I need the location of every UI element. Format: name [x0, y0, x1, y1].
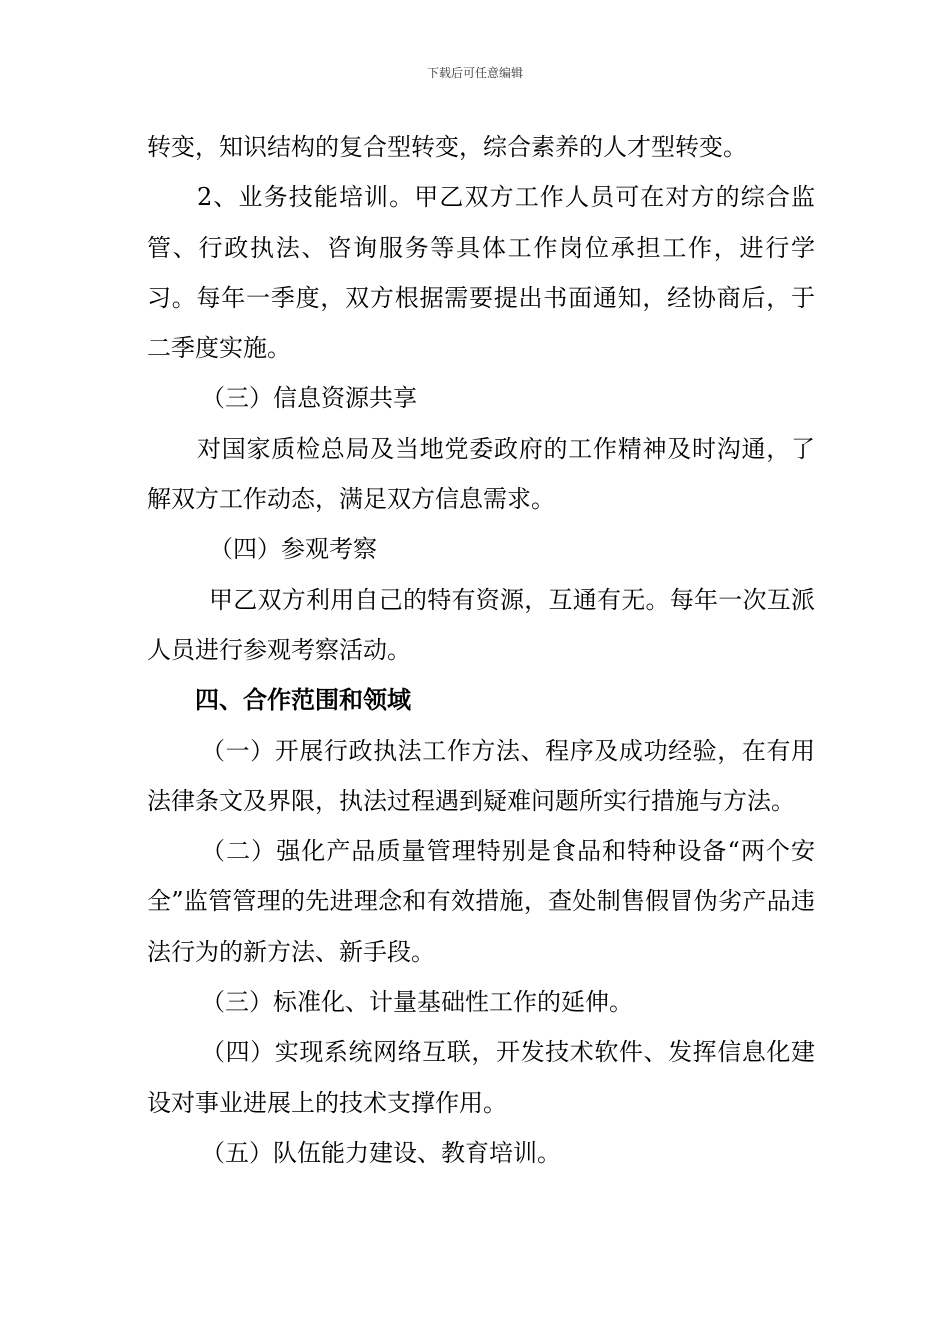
subheading-visit: （四）参观考察 — [209, 535, 377, 564]
page-header: 下载后可任意编辑 — [426, 66, 523, 80]
paragraph-info-sharing: 对国家质检总局及当地党委政府的工作精神及时沟通，了解双方工作动态，满足双方信息需求。 — [147, 434, 815, 514]
paragraph-skill-training: 2、业务技能培训。甲乙双方工作人员可在对方的综合监管、行政执法、咨询服务等具体工作岗位承担工作，进行学习。每年一季度，双方根据需要提出书面通知，经协商后，于二季度实施。 — [147, 183, 815, 363]
paragraph-scope-5: （五）队伍能力建设、教育培训。 — [201, 1138, 561, 1167]
subheading-info-sharing: （三）信息资源共享 — [201, 384, 417, 413]
paragraph-scope-1: （一）开展行政执法工作方法、程序及成功经验，在有用法律条文及界限，执法过程遇到疑难问题所实行措施与方法。 — [147, 736, 815, 815]
paragraph-continuation: 转变，知识结构的复合型转变，综合素养的人才型转变。 — [147, 133, 747, 161]
section-heading-scope: 四、合作范围和领域 — [195, 686, 411, 715]
paragraph-scope-4: （四）实现系统网络互联，开发技术软件、发挥信息化建设对事业进展上的技术支撑作用。 — [147, 1038, 815, 1117]
paragraph-scope-2: （二）强化产品质量管理特别是食品和特种设备“两个安全”监管管理的先进理念和有效措施，查处制售假冒伪劣产品违法行为的新方法、新手段。 — [147, 837, 815, 966]
paragraph-scope-3: （三）标准化、计量基础性工作的延伸。 — [201, 988, 633, 1017]
document-body — [147, 122, 815, 1178]
paragraph-visit: 甲乙双方利用自己的特有资源，互通有无。每年一次互派人员进行参观考察活动。 — [147, 585, 815, 664]
